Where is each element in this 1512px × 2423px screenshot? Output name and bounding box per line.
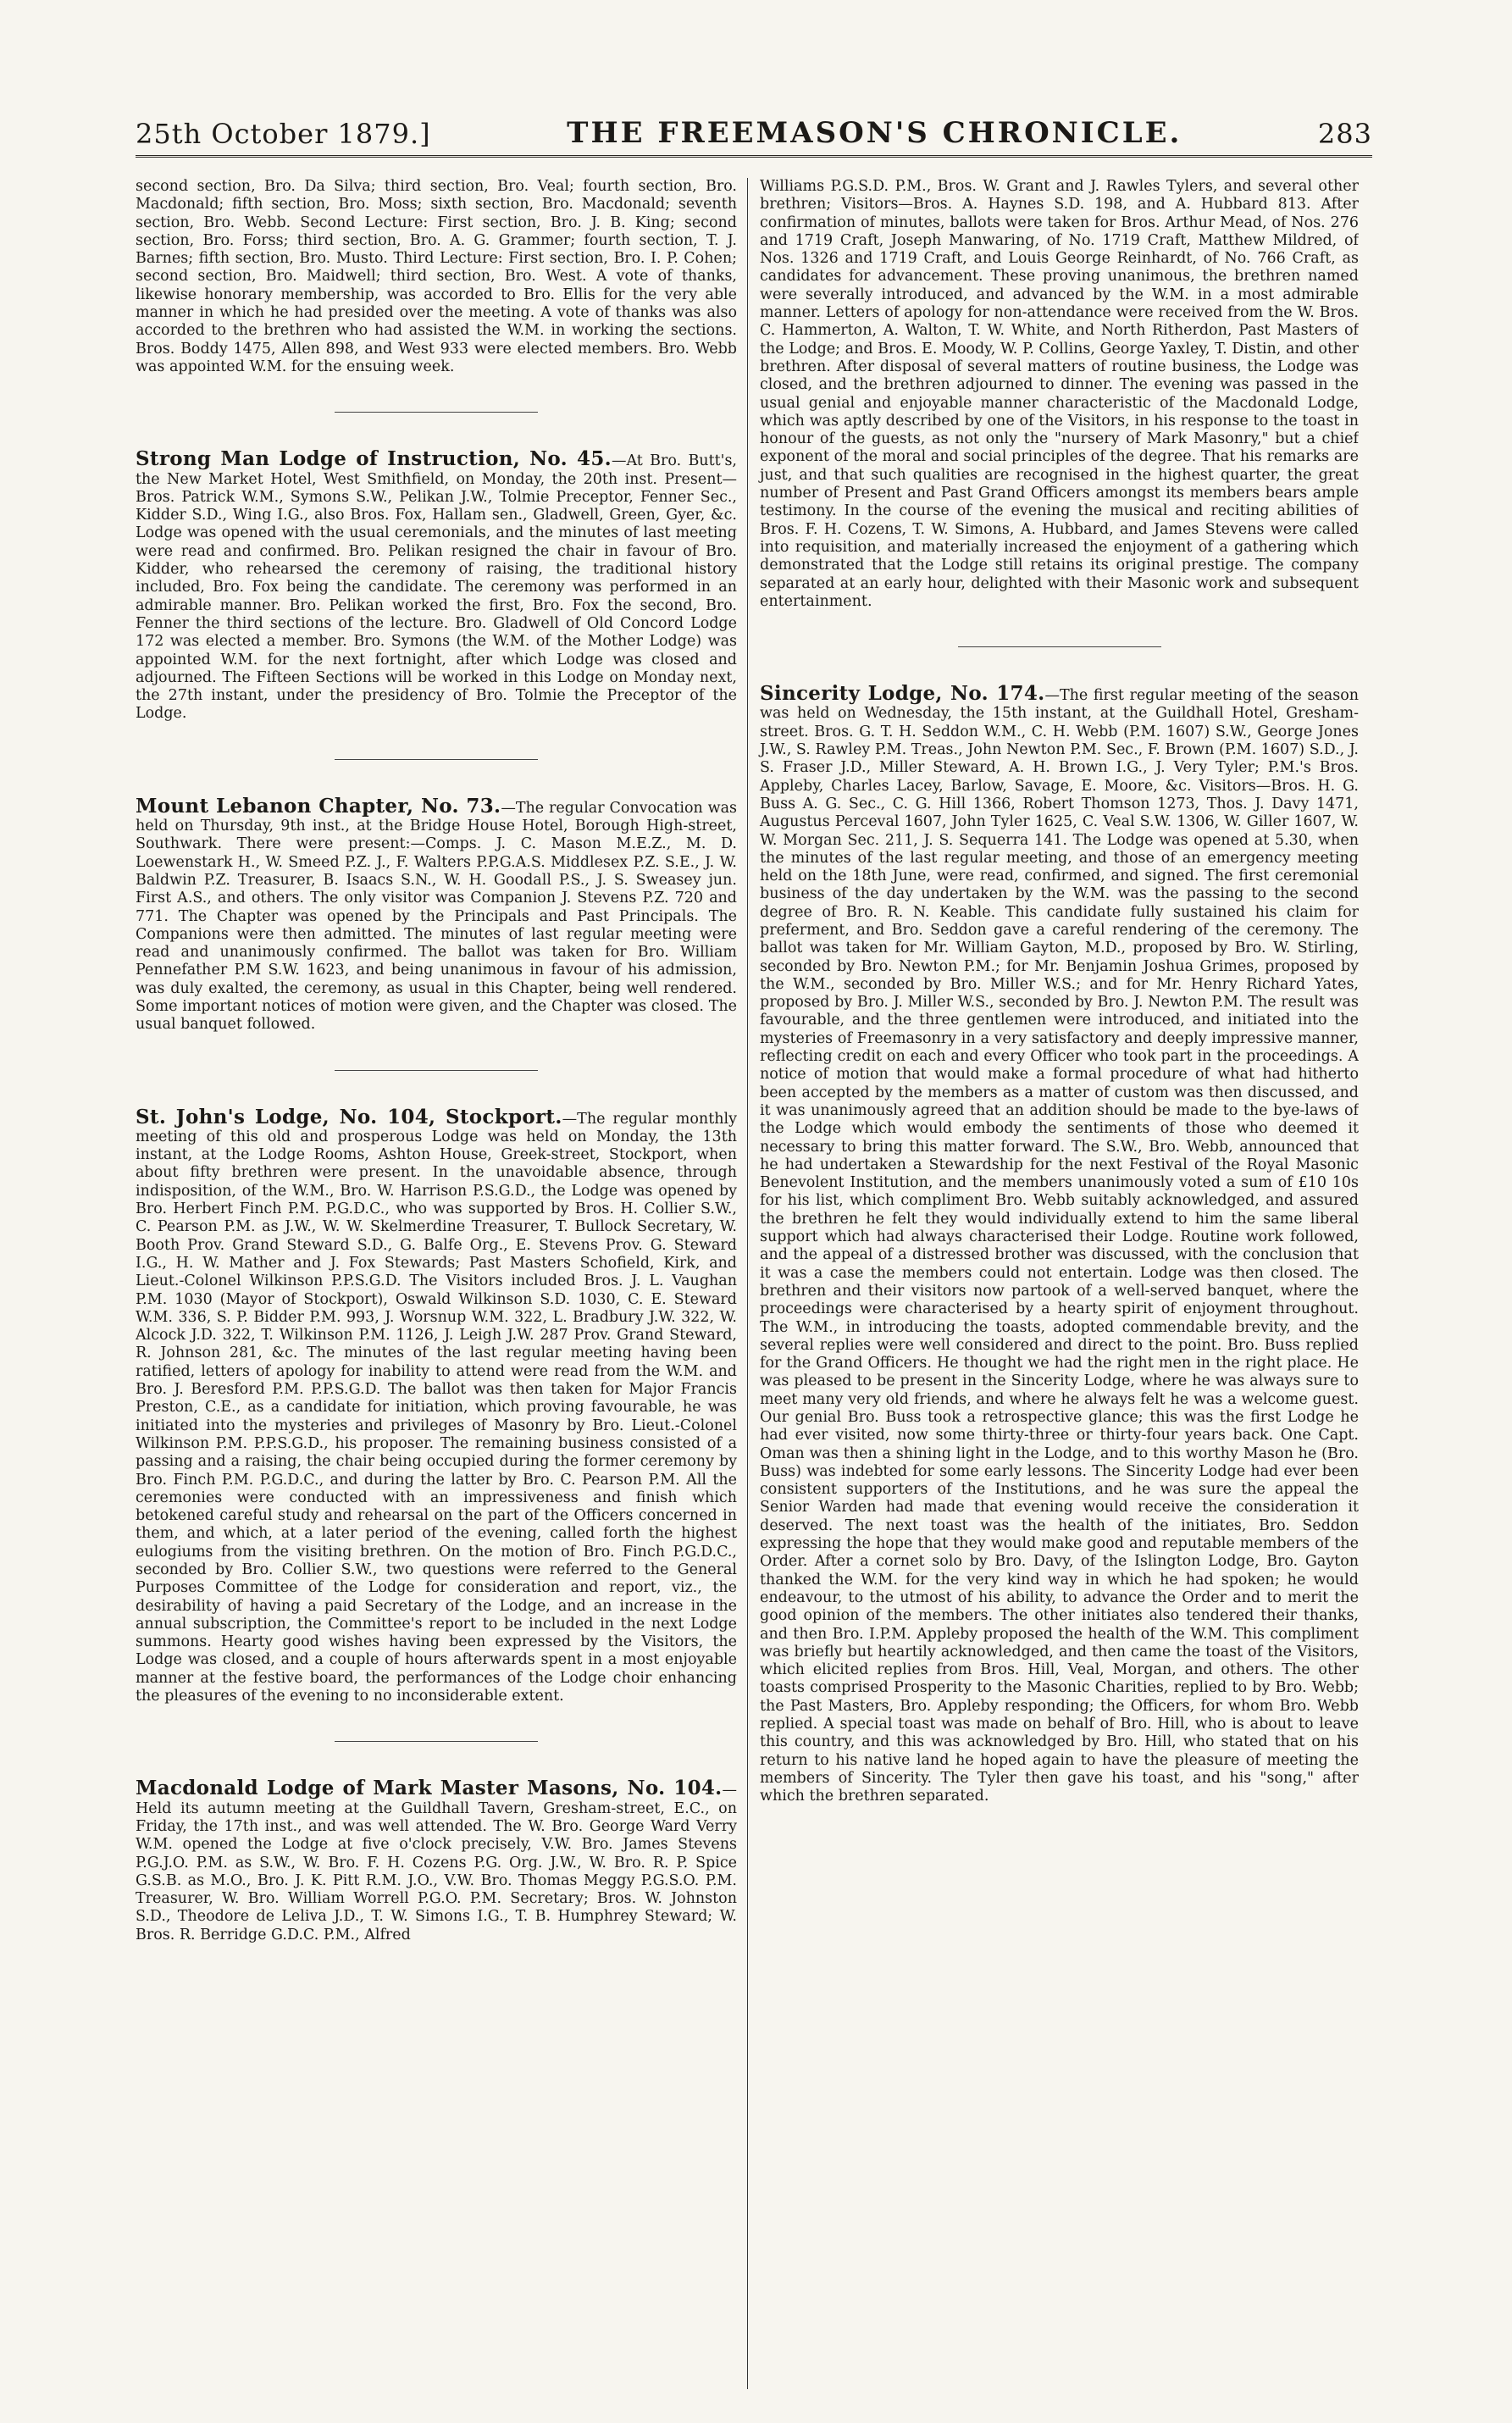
article-body: —The regular monthly meeting of this old and prosperous Lodge was held on Monday, the 13th instant, at the Lodge Rooms, Ashton House, Greek-street, Stockport, when about fifty brethren were present. In the unavoidable absence, through indisposition, of the W.M., Bro. W. Harrison P.S.G.D., the Lodge was opened by Bro. Herbert Finch P.M. P.G.D.C., who was supported by Bros. H. Collier S.W., C. Pearson P.M. as J.W., W. W. Skelmerdine Treasurer, T. Bullock Secretary, W. Booth Prov. Grand Steward S.D., G. Balfe Org., E. Stevens Prov. G. Steward I.G., H. W. Mather and J. Fox Stewards; Past Masters Schofield, Kirk, and Lieut.-Colonel Wilkinson P.P.S.G.D. The Visitors included Bros. J. L. Vaughan P.M. 1030 (Mayor of Stockport), Oswald Wilkinson S.D. 1030, C. E. Steward W.M. 336, S. P. Bidder P.M. 993, J. Worsnup W.M. 322, L. Bradbury J.W. 322, W. Alcock J.D. 322, T. Wilkinson P.M. 1126, J. Leigh J.W. 287 Prov. Grand Steward, R. Johnson 281, &c. The minutes of the last regular meeting having been ratified, letters of apology for inability to attend were read from the W.M. and Bro. J. Beresford P.M. P.P.S.G.D. The ballot was then taken for Major Francis Preston, C.E., as a candidate for initiation, which proving favourable, he was initiated into the mysteries and privileges of Masonry by Bro. Lieut.-Colonel Wilkinson P.M. P.P.S.G.D., his proposer. The remaining business consisted of a passing and a raising, the chair being occupied during the former ceremony by Bro. Finch P.M. P.G.D.C., and during the latter by Bro. C. Pearson P.M. All the ceremonies were conducted with an impressiveness and finish which betokened careful study and rehearsal on the part of the Officers concerned in them, and which, at a later period of the evening, called forth the highest eulogiums from the visiting brethren. On the motion of Bro. Finch P.G.D.C., seconded by Bro. Collier S.W., two questions were referred to the General Purposes Committee of the Lodge for consideration and report, viz., the desirability of having a paid Secretary of the Lodge, and an increase in the annual subscription, the Committee's report to be included in the next Lodge summons. Hearty good wishes having been expressed by the Visitors, the Lodge was closed, and a couple of hours afterwards spent in a most enjoyable manner at the festive board, the performances of the Lodge choir enhancing the pleasures of the evening to no inconsiderable extent. bbox=[136, 1110, 737, 1705]
article-heading: Macdonald Lodge of Mark Master Masons, No. 104. bbox=[136, 1777, 723, 1800]
publication-title: THE FREEMASON'S CHRONICLE. bbox=[567, 116, 1182, 150]
section-divider bbox=[335, 1070, 538, 1071]
article-columns bbox=[136, 178, 1372, 2389]
continued-report: second section, Bro. Da Silva; third section, Bro. Veal; fourth section, Bro. Macdonald; fifth section, Bro. Moss; sixth section, Bro. Macdonald; seventh section, Bro. Webb. Second Lecture: First section, Bro. J. B. King; second section, Bro. Forss; third section, Bro. A. G. Grammer; fourth section, T. J. Barnes; fifth section, Bro. Musto. Third Lecture: First section, Bro. I. P. Cohen; second section, Bro. Maidwell; third section, Bro. West. A vote of thanks, likewise honorary membership, was accorded to Bro. Ellis for the very able manner in which he had presided over the meeting. A vote of thanks was also accorded to the brethren who had assisted the W.M. in working the sections. Bros. Boddy 1475, Allen 898, and West 933 were elected members. Bro. Webb was appointed W.M. for the ensuing week. bbox=[136, 178, 737, 375]
issue-date: 25th October 1879.] bbox=[136, 118, 431, 150]
article-body: —The regular Convocation was held on Thursday, 9th inst., at the Bridge House Hotel, Borough High-street, Southwark. There were present:—Comps. J. C. Mason M.E.Z., M. D. Loewenstark H., W. Smeed P.Z. J., F. Walters P.P.G.A.S. Middlesex P.Z. S.E., J. W. Baldwin P.Z. Treasurer, B. Isaacs S.N., W. H. Goodall P.S., J. S. Sweasey jun. First A.S., and others. The only visitor was Companion J. Stevens P.Z. 720 and 771. The Chapter was opened by the Principals and Past Principals. The Companions were then admitted. The minutes of last regular meeting were read and unanimously confirmed. The ballot was taken for Bro. William Pennefather P.M S.W. 1623, and being unanimous in favour of his admission, was duly exalted, the ceremony, as usual in this Chapter, being well rendered. Some important notices of motion were given, and the Chapter was closed. The usual banquet followed. bbox=[136, 799, 737, 1034]
article-st-johns-lodge bbox=[136, 1105, 737, 1706]
article-body: —The first regular meeting of the season was held on Wednesday, the 15th instant, at the Guildhall Hotel, Gresham-street. Bros. G. T. H. Seddon W.M., C. H. Webb (P.M. 1607) S.W., George Jones J.W., S. Rawley P.M. Treas., John Newton P.M. Sec., F. Brown (P.M. 1607) S.D., J. S. Fraser J.D., Miller Steward, A. H. Brown I.G., J. Very Tyler; P.M.'s Bros. Appleby, Charles Lacey, Barlow, Savage, E. Moore, &c. Visitors—Bros. H. G. Buss A. G. Sec., C. G. Hill 1366, Robert Thomson 1273, Thos. J. Davy 1471, Augustus Perceval 1607, John Tyler 1625, C. Veal S.W. 1306, W. Giller 1607, W. W. Morgan Sec. 211, J. S. Sequerra 141. The Lodge was opened at 5.30, when the minutes of the last regular meeting, and those of an emergency meeting held on the 18th June, were read, confirmed, and signed. The first ceremonial business of the day undertaken by the W.M. was the passing to the second degree of Bro. R. N. Keable. This candidate fully sustained his claim for preferment, and Bro. Seddon gave a careful rendering of the ceremony. The ballot was taken for Mr. William Gayton, M.D., proposed by Bro. W. Stirling, seconded by Bro. Newton P.M.; for Mr. Benjamin Joshua Grimes, proposed by the W.M., seconded by Bro. Miller W.S.; and for Mr. Henry Richard Yates, proposed by Bro. J. Miller W.S., seconded by Bro. J. Newton P.M. The result was favourable, and the three gentlemen were introduced, and initiated into the mysteries of Freemasonry in a very satisfactory and deeply impressive manner, reflecting credit on each and every Officer who took part in the proceedings. A notice of motion that would make a formal procedure of what had hitherto been accepted by the members as a matter of custom was then discussed, and it was unanimously agreed that an addition should be made to the bye-laws of the Lodge which would embody the sentiments of those who deemed it necessary to bring this matter forward. The S.W., Bro. Webb, announced that he had undertaken a Stewardship for the next Festival of the Royal Masonic Benevolent Institution, and the members unanimously voted a sum of £10 10s for his list, which compliment Bro. Webb suitably acknowledged, and assured the brethren he felt they would individually extend to him the same liberal support which had always characterised their Lodge. Routine work followed, and the appeal of a distressed brother was discussed, with the conclusion that it was a case the members could not entertain. Lodge was then closed. The brethren and their visitors now partook of a well-served banquet, where the proceedings were characterised by a hearty spirit of enjoyment throughout. The W.M., in introducing the toasts, adopted commendable brevity, and the several replies were well considered and direct to the point. Bro. Buss replied for the Grand Officers. He thought we had the right men in the right place. He was pleased to be present in the Sincerity Lodge, where he was always sure to meet many very old friends, and where he always felt he was a welcome guest. Our genial Bro. Buss took a retrospective glance; this was the first Lodge he had ever visited, now some thirty-three or thirty-four years back. One Capt. Oman was then a shining light in the Lodge, and to this worthy Mason he (Bro. Buss) was indebted for some early lessons. The Sincerity Lodge had ever been consistent supporters of the Institutions, and he was sure the appeal the Senior Warden had made that evening would receive the consideration it deserved. The next toast was the health of the initiates, Bro. Seddon expressing the hope that they would make good and reputable members of the Order. After a cornet solo by Bro. Davy, of the Islington Lodge, Bro. Gayton thanked the W.M. for the very kind way in which he had spoken; he would endeavour, to the utmost of his ability, to advance the Order and to merit the good opinion of the members. The other initiates also tendered their thanks, and then Bro. I.P.M. Appleby proposed the health of the W.M. This compliment was briefly but heartily acknowledged, and then came the toast of the Visitors, which elicited replies from Bros. Hill, Veal, Morgan, and others. The other toasts comprised Prosperity to the Masonic Charities, replied to by Bro. Webb; the Past Masters, Bro. Appleby responding; the Officers, for whom Bro. Webb replied. A special toast was made on behalf of Bro. Hill, who is about to leave this country, and this was acknowledged by Bro. Hill, who stated that on his return to his native land he hoped again to have the pleasure of meeting the members of Sincerity. The Tyler then gave his toast, and his "song," after which the brethren separated. bbox=[760, 687, 1359, 1805]
section-divider bbox=[335, 412, 538, 413]
article-strong-man-lodge bbox=[136, 447, 737, 723]
article-heading: Strong Man Lodge of Instruction, No. 45. bbox=[136, 447, 612, 471]
article-body: —Held its autumn meeting at the Guildhall Tavern, Gresham-street, E.C., on Friday, the 17th inst., and was well attended. The W. Bro. George Ward Verry W.M. opened the Lodge at five o'clock precisely, V.W. Bro. James Stevens P.G.J.O. P.M. as S.W., W. Bro. F. H. Cozens P.G. Org. J.W., W. Bro. R. P. Spice G.S.B. as M.O., Bro. J. K. Pitt R.M. J.O., V.W. Bro. Thomas Meggy P.G.S.O. P.M. Treasurer, W. Bro. William Worrell P.G.O. P.M. Secretary; Bros. W. Johnston S.D., Theodore de Leliva J.D., T. W. Simons I.G., T. B. Humphrey Steward; W. Bros. R. Berridge G.D.C. P.M., Alfred bbox=[136, 1782, 737, 1943]
article-heading: Mount Lebanon Chapter, No. 73. bbox=[136, 794, 501, 818]
left-column bbox=[136, 178, 747, 2389]
section-divider bbox=[335, 759, 538, 760]
article-heading: St. John's Lodge, No. 104, Stockport. bbox=[136, 1105, 562, 1128]
masthead bbox=[136, 110, 1372, 158]
newspaper-page bbox=[136, 110, 1372, 2398]
section-divider bbox=[958, 646, 1161, 647]
article-macdonald-lodge bbox=[136, 1779, 737, 1944]
article-sincerity-lodge bbox=[760, 682, 1359, 1805]
article-heading: Sincerity Lodge, No. 174. bbox=[760, 682, 1045, 706]
page-number: 283 bbox=[1317, 118, 1372, 150]
article-mount-lebanon-chapter bbox=[136, 794, 737, 1034]
right-column bbox=[747, 178, 1359, 2389]
article-body: —At Bro. Butt's, the New Market Hotel, West Smithfield, on Monday, the 20th inst. Present—Bros. Patrick W.M., Symons S.W., Pelikan J.W., Tolmie Preceptor, Fenner Sec., Kidder S.D., Wing I.G., also Bros. Fox, Hallam sen., Gladwell, Green, Gyer, &c. Lodge was opened with the usual ceremonials, and the minutes of last meeting were read and confirmed. Bro. Pelikan resigned the chair in favour of Bro. Kidder, who rehearsed the ceremony of raising, the traditional history included, Bro. Fox being the candidate. The ceremony was performed in an admirable manner. Bro. Pelikan worked the first, Bro. Fox the second, Bro. Fenner the third sections of the lecture. Bro. Gladwell of Old Concord Lodge 172 was elected a member. Bro. Symons (the W.M. of the Mother Lodge) was appointed W.M. for the next fortnight, after which Lodge was closed and adjourned. The Fifteen Sections will be worked in this Lodge on Monday next, the 27th instant, under the presidency of Bro. Tolmie the Preceptor of the Lodge. bbox=[136, 452, 737, 723]
section-divider bbox=[335, 1741, 538, 1742]
article-macdonald-lodge-continued: Williams P.G.S.D. P.M., Bros. W. Grant and J. Rawles Tylers, and several other brethren; Visitors—Bros. A. Haynes S.D. 198, and A. Hubbard 813. After confirmation of minutes, ballots were taken for Bros. Arthur Mead, of Nos. 276 and 1719 Craft, Joseph Manwaring, of No. 1719 Craft, Matthew Mildred, of Nos. 1326 and 1719 Craft, and Louis George Reinhardt, of No. 766 Craft, as candidates for advancement. These proving unanimous, the brethren named were severally introduced, and advanced by the W.M. in a most admirable manner. Letters of apology for non-attendance were received from the W. Bros. C. Hammerton, A. Walton, T. W. White, and North Ritherdon, Past Masters of the Lodge; and Bros. E. Moody, W. P. Collins, George Yaxley, T. Distin, and other brethren. After disposal of several matters of routine business, the Lodge was closed, and the brethren adjourned to dinner. The evening was passed in the usual genial and enjoyable manner characteristic of the Macdonald Lodge, which was aptly described by one of the Visitors, in his response to the toast in honour of the guests, as not only the "nursery of Mark Masonry," but a chief exponent of the moral and social principles of the degree. That his remarks are just, and that such qualities are recognised in the highest quarter, the great number of Present and Past Grand Officers amongst its members bears ample testimony. In the course of the evening the musical and reciting abilities of Bros. F. H. Cozens, T. W. Simons, A. Hubbard, and James Stevens were called into requisition, and materially increased the enjoyment of a gathering which demonstrated that the Lodge still retains its original prestige. The company separated at an early hour, delighted with their Masonic work and subsequent entertainment. bbox=[760, 178, 1359, 610]
